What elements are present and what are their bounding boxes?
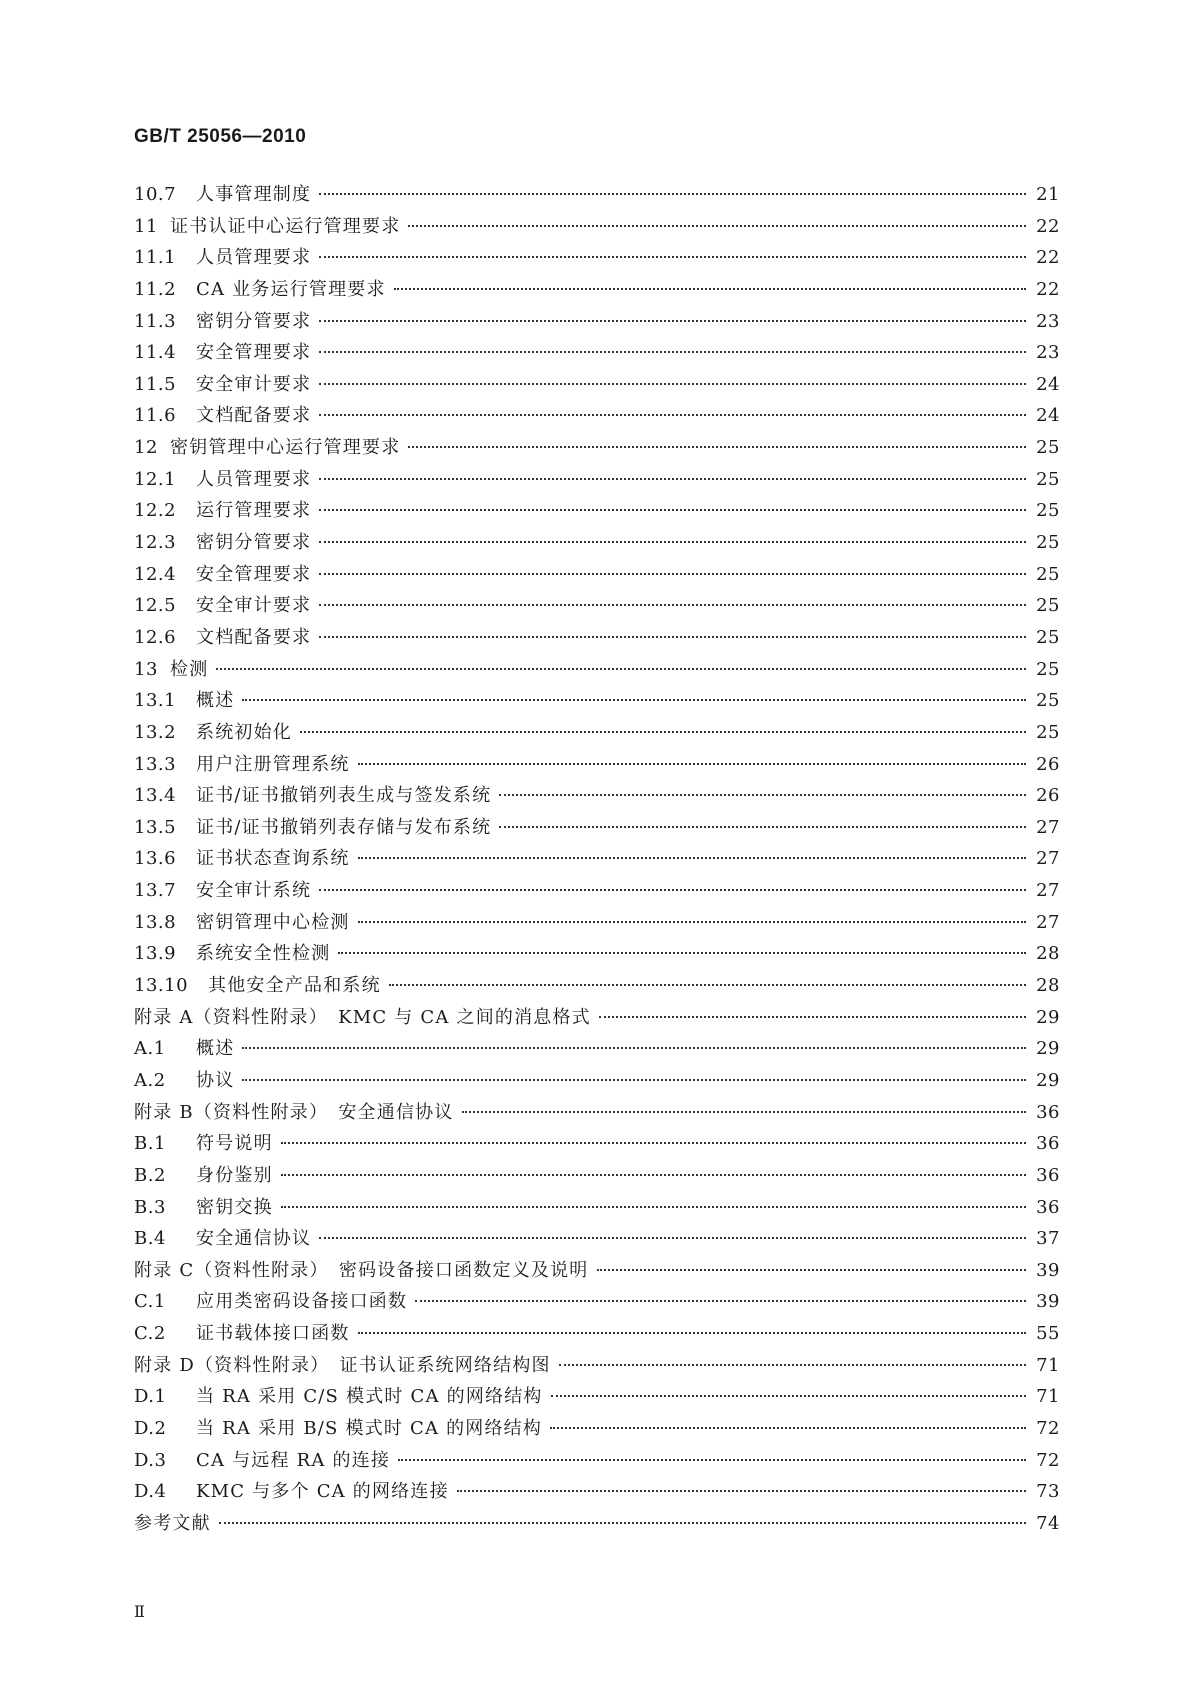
- toc-entry-title: 证书/证书撤销列表存储与发布系统: [196, 816, 492, 838]
- toc-entry-title: 证书载体接口函数: [196, 1323, 350, 1345]
- toc-entry-title: 附录 B（资料性附录） 安全通信协议: [134, 1101, 454, 1123]
- toc-entry-title: 其他安全产品和系统: [208, 975, 381, 997]
- toc-entry-page: 25: [1036, 532, 1060, 554]
- toc-entry-title: 密钥管理中心检测: [196, 911, 350, 933]
- toc-dot-leader: [219, 1522, 1026, 1524]
- toc-entry-title: 安全通信协议: [196, 1228, 312, 1250]
- toc-entry-number: 12.2: [134, 500, 177, 522]
- table-of-contents: [134, 180, 1060, 1541]
- toc-entry-page: 27: [1036, 880, 1060, 902]
- toc-entry-number: 12.4: [134, 563, 177, 585]
- toc-dot-leader: [319, 193, 1026, 195]
- page-number: Ⅱ: [134, 1602, 145, 1621]
- toc-entry[interactable]: [134, 401, 1060, 433]
- toc-entry-page: 24: [1036, 405, 1060, 427]
- toc-entry-title: 参考文献: [134, 1512, 211, 1534]
- toc-dot-leader: [462, 1111, 1026, 1113]
- toc-dot-leader: [281, 1142, 1026, 1144]
- toc-entry-page: 25: [1036, 500, 1060, 522]
- toc-dot-leader: [319, 414, 1026, 416]
- toc-dot-leader: [338, 952, 1026, 954]
- toc-entry-number: D.2: [134, 1417, 167, 1439]
- toc-entry-number: B.4: [134, 1228, 166, 1250]
- toc-dot-leader: [394, 288, 1026, 290]
- toc-dot-leader: [389, 984, 1026, 986]
- toc-entry-page: 25: [1036, 437, 1060, 459]
- toc-entry-title: 人员管理要求: [196, 468, 312, 490]
- toc-entry[interactable]: [134, 338, 1060, 370]
- toc-dot-leader: [358, 1332, 1026, 1334]
- toc-entry-page: 25: [1036, 721, 1060, 743]
- toc-entry-title: 概述: [196, 690, 235, 712]
- toc-entry-title: 安全管理要求: [196, 342, 312, 364]
- toc-dot-leader: [319, 256, 1026, 258]
- toc-entry-number: 13: [134, 658, 158, 680]
- toc-entry-number: 11.1: [134, 247, 177, 269]
- toc-dot-leader: [319, 351, 1026, 353]
- toc-entry-title: 运行管理要求: [196, 500, 312, 522]
- toc-dot-leader: [319, 509, 1026, 511]
- toc-entry[interactable]: [134, 718, 1060, 750]
- toc-entry-page: 25: [1036, 690, 1060, 712]
- toc-entry[interactable]: [134, 212, 1060, 244]
- toc-entry-title: 附录 D（资料性附录） 证书认证系统网络结构图: [134, 1354, 551, 1376]
- toc-dot-leader: [599, 1016, 1026, 1018]
- toc-entry[interactable]: [134, 750, 1060, 782]
- toc-entry-number: D.1: [134, 1386, 167, 1408]
- toc-entry-number: 11.6: [134, 405, 177, 427]
- toc-dot-leader: [499, 826, 1026, 828]
- toc-entry-title: 安全管理要求: [196, 563, 312, 585]
- toc-entry-page: 36: [1036, 1196, 1060, 1218]
- toc-dot-leader: [457, 1490, 1026, 1492]
- toc-entry-number: 13.5: [134, 816, 177, 838]
- toc-entry-page: 22: [1036, 278, 1060, 300]
- toc-entry-page: 25: [1036, 595, 1060, 617]
- toc-entry[interactable]: [134, 844, 1060, 876]
- toc-entry[interactable]: [134, 1477, 1060, 1509]
- toc-entry-number: C.1: [134, 1291, 166, 1313]
- toc-entry-title: 概述: [196, 1038, 235, 1060]
- toc-entry-number: 11.5: [134, 373, 177, 395]
- toc-entry-page: 71: [1036, 1354, 1060, 1376]
- toc-entry[interactable]: [134, 180, 1060, 212]
- toc-entry[interactable]: [134, 813, 1060, 845]
- toc-entry[interactable]: [134, 560, 1060, 592]
- toc-entry-page: 23: [1036, 342, 1060, 364]
- toc-entry-number: 13.2: [134, 721, 177, 743]
- toc-entry-page: 29: [1036, 1069, 1060, 1091]
- toc-entry-page: 27: [1036, 816, 1060, 838]
- toc-entry[interactable]: [134, 1129, 1060, 1161]
- toc-dot-leader: [550, 1427, 1026, 1429]
- toc-entry[interactable]: [134, 908, 1060, 940]
- toc-entry-page: 27: [1036, 911, 1060, 933]
- toc-entry[interactable]: [134, 1193, 1060, 1225]
- toc-entry-page: 28: [1036, 943, 1060, 965]
- toc-entry[interactable]: [134, 1003, 1060, 1035]
- toc-entry-number: D.3: [134, 1449, 167, 1471]
- toc-entry[interactable]: [134, 939, 1060, 971]
- toc-entry-title: 密钥管理中心运行管理要求: [170, 437, 401, 459]
- toc-dot-leader: [398, 1459, 1026, 1461]
- toc-entry-page: 36: [1036, 1133, 1060, 1155]
- toc-entry-number: 13.4: [134, 785, 177, 807]
- toc-dot-leader: [408, 446, 1026, 448]
- toc-dot-leader: [408, 225, 1026, 227]
- toc-entry[interactable]: [134, 1446, 1060, 1478]
- toc-entry[interactable]: [134, 465, 1060, 497]
- toc-dot-leader: [242, 1079, 1026, 1081]
- toc-entry-title: 密钥分管要求: [196, 532, 312, 554]
- toc-entry-number: 11.2: [134, 278, 177, 300]
- toc-dot-leader: [551, 1395, 1026, 1397]
- toc-entry-page: 25: [1036, 626, 1060, 648]
- toc-entry-number: 12: [134, 437, 158, 459]
- toc-entry-page: 39: [1036, 1259, 1060, 1281]
- toc-entry[interactable]: [134, 1224, 1060, 1256]
- toc-entry[interactable]: [134, 433, 1060, 465]
- toc-entry-number: 11.3: [134, 310, 177, 332]
- toc-entry-title: 人员管理要求: [196, 247, 312, 269]
- toc-entry-number: 13.9: [134, 943, 177, 965]
- toc-entry[interactable]: [134, 1066, 1060, 1098]
- toc-entry-page: 71: [1036, 1386, 1060, 1408]
- toc-entry[interactable]: [134, 1256, 1060, 1288]
- toc-entry-number: 12.3: [134, 532, 177, 554]
- toc-entry-page: 36: [1036, 1164, 1060, 1186]
- toc-entry-number: 13.1: [134, 690, 177, 712]
- toc-entry-number: 11: [134, 215, 158, 237]
- toc-entry-title: CA 业务运行管理要求: [196, 278, 386, 300]
- toc-entry-page: 27: [1036, 848, 1060, 870]
- toc-dot-leader: [319, 478, 1026, 480]
- toc-entry[interactable]: [134, 1161, 1060, 1193]
- toc-entry-page: 55: [1036, 1323, 1060, 1345]
- toc-entry-title: 安全审计要求: [196, 595, 312, 617]
- toc-entry-page: 74: [1036, 1512, 1060, 1534]
- toc-entry-number: 11.4: [134, 342, 177, 364]
- toc-dot-leader: [216, 668, 1026, 670]
- toc-entry-page: 24: [1036, 373, 1060, 395]
- toc-dot-leader: [242, 1047, 1026, 1049]
- toc-entry-page: 26: [1036, 753, 1060, 775]
- toc-entry[interactable]: [134, 370, 1060, 402]
- toc-entry[interactable]: [134, 1034, 1060, 1066]
- toc-entry[interactable]: [134, 1509, 1060, 1541]
- toc-entry-number: 12.5: [134, 595, 177, 617]
- toc-entry-title: 符号说明: [196, 1133, 273, 1155]
- toc-entry-page: 39: [1036, 1291, 1060, 1313]
- toc-entry-page: 36: [1036, 1101, 1060, 1123]
- toc-entry-title: 安全审计系统: [196, 880, 312, 902]
- toc-entry-title: CA 与远程 RA 的连接: [196, 1449, 391, 1471]
- toc-entry[interactable]: [134, 1287, 1060, 1319]
- toc-entry-number: B.3: [134, 1196, 166, 1218]
- toc-entry-number: 10.7: [134, 184, 177, 205]
- standard-code-header: GB/T 25056—2010: [134, 126, 307, 147]
- toc-entry-title: 证书认证中心运行管理要求: [170, 215, 401, 237]
- toc-dot-leader: [300, 731, 1026, 733]
- toc-entry-page: 23: [1036, 310, 1060, 332]
- toc-entry-page: 73: [1036, 1481, 1060, 1503]
- toc-entry-title: 附录 C（资料性附录） 密码设备接口函数定义及说明: [134, 1259, 589, 1281]
- toc-entry-number: A.1: [134, 1038, 166, 1060]
- toc-entry-title: 协议: [196, 1069, 235, 1091]
- toc-entry-title: 检测: [170, 658, 209, 680]
- toc-entry-number: B.1: [134, 1133, 166, 1155]
- toc-dot-leader: [319, 1237, 1026, 1239]
- toc-entry[interactable]: [134, 971, 1060, 1003]
- toc-entry-title: 当 RA 采用 C/S 模式时 CA 的网络结构: [196, 1386, 543, 1408]
- toc-entry-page: 28: [1036, 975, 1060, 997]
- toc-entry-title: 系统安全性检测: [196, 943, 331, 965]
- toc-entry-title: 用户注册管理系统: [196, 753, 350, 775]
- toc-entry-title: 人事管理制度: [196, 184, 312, 205]
- toc-entry-page: 29: [1036, 1006, 1060, 1028]
- toc-dot-leader: [242, 699, 1026, 701]
- toc-entry-number: 13.10: [134, 975, 189, 997]
- toc-entry-page: 26: [1036, 785, 1060, 807]
- toc-dot-leader: [597, 1269, 1027, 1271]
- toc-entry[interactable]: [134, 275, 1060, 307]
- toc-dot-leader: [415, 1300, 1026, 1302]
- toc-entry[interactable]: [134, 876, 1060, 908]
- toc-dot-leader: [319, 889, 1026, 891]
- toc-entry-title: 证书/证书撤销列表生成与签发系统: [196, 785, 492, 807]
- toc-entry-number: 13.7: [134, 880, 177, 902]
- toc-entry-page: 25: [1036, 468, 1060, 490]
- toc-entry[interactable]: [134, 1098, 1060, 1130]
- toc-entry-title: 应用类密码设备接口函数: [196, 1291, 408, 1313]
- toc-entry-number: 13.3: [134, 753, 177, 775]
- toc-entry-number: 13.8: [134, 911, 177, 933]
- toc-entry[interactable]: [134, 591, 1060, 623]
- toc-dot-leader: [319, 320, 1026, 322]
- toc-dot-leader: [281, 1174, 1026, 1176]
- toc-dot-leader: [559, 1364, 1026, 1366]
- toc-entry[interactable]: [134, 686, 1060, 718]
- toc-dot-leader: [319, 573, 1026, 575]
- toc-entry-page: 72: [1036, 1417, 1060, 1439]
- toc-entry-title: 身份鉴别: [196, 1164, 273, 1186]
- toc-entry-page: 22: [1036, 247, 1060, 269]
- toc-dot-leader: [358, 921, 1026, 923]
- toc-entry-title: 安全审计要求: [196, 373, 312, 395]
- toc-dot-leader: [319, 383, 1026, 385]
- toc-entry-page: 25: [1036, 658, 1060, 680]
- toc-dot-leader: [281, 1206, 1026, 1208]
- toc-entry-title: 密钥交换: [196, 1196, 273, 1218]
- toc-entry-title: 文档配备要求: [196, 626, 312, 648]
- toc-entry-number: 13.6: [134, 848, 177, 870]
- toc-entry-title: 当 RA 采用 B/S 模式时 CA 的网络结构: [196, 1417, 543, 1439]
- toc-dot-leader: [319, 636, 1026, 638]
- toc-entry-number: 12.6: [134, 626, 177, 648]
- toc-entry-title: 密钥分管要求: [196, 310, 312, 332]
- toc-entry-page: 37: [1036, 1228, 1060, 1250]
- toc-entry[interactable]: [134, 1319, 1060, 1351]
- toc-entry-page: 25: [1036, 563, 1060, 585]
- toc-entry[interactable]: [134, 1414, 1060, 1446]
- toc-entry-number: A.2: [134, 1069, 166, 1091]
- toc-entry-number: B.2: [134, 1164, 166, 1186]
- toc-dot-leader: [499, 794, 1026, 796]
- toc-entry-page: 72: [1036, 1449, 1060, 1471]
- toc-entry[interactable]: [134, 623, 1060, 655]
- toc-entry[interactable]: [134, 1351, 1060, 1383]
- toc-entry-title: 附录 A（资料性附录） KMC 与 CA 之间的消息格式: [134, 1006, 591, 1028]
- toc-entry-title: 文档配备要求: [196, 405, 312, 427]
- toc-entry-title: 证书状态查询系统: [196, 848, 350, 870]
- toc-dot-leader: [319, 541, 1026, 543]
- toc-entry[interactable]: [134, 307, 1060, 339]
- toc-entry[interactable]: [134, 528, 1060, 560]
- toc-dot-leader: [319, 604, 1026, 606]
- toc-entry[interactable]: [134, 496, 1060, 528]
- toc-entry[interactable]: [134, 243, 1060, 275]
- toc-entry[interactable]: [134, 655, 1060, 687]
- toc-dot-leader: [358, 763, 1026, 765]
- toc-entry-page: 21: [1036, 184, 1060, 205]
- toc-entry-number: C.2: [134, 1323, 166, 1345]
- toc-entry[interactable]: [134, 781, 1060, 813]
- toc-entry[interactable]: [134, 1382, 1060, 1414]
- toc-entry-title: 系统初始化: [196, 721, 292, 743]
- toc-entry-page: 22: [1036, 215, 1060, 237]
- toc-entry-number: 12.1: [134, 468, 177, 490]
- toc-entry-title: KMC 与多个 CA 的网络连接: [196, 1481, 449, 1503]
- toc-dot-leader: [358, 857, 1026, 859]
- toc-entry-number: D.4: [134, 1481, 167, 1503]
- toc-entry-page: 29: [1036, 1038, 1060, 1060]
